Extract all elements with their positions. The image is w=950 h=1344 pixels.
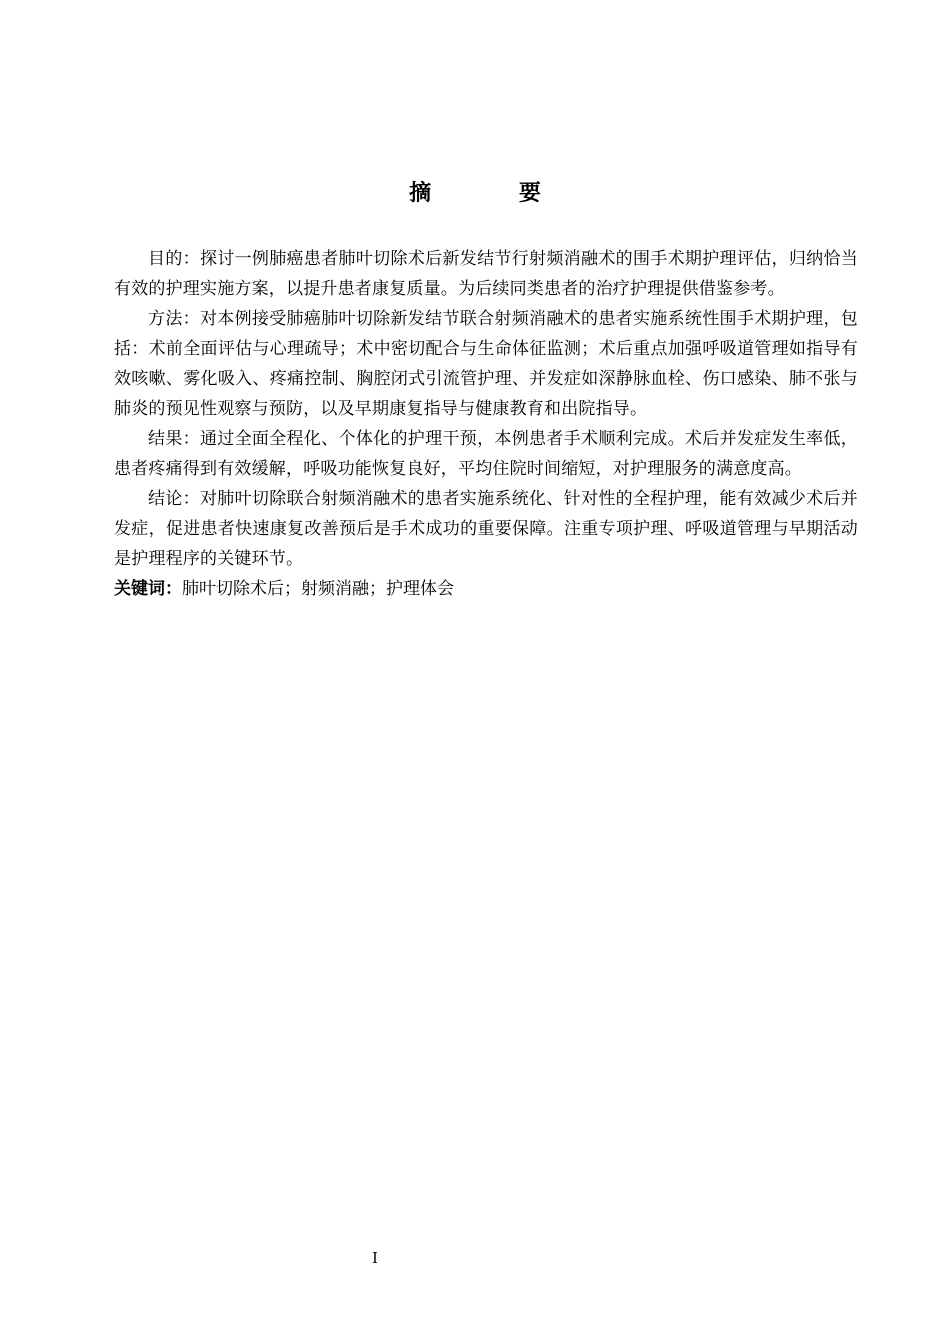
paragraph-conclusion: 结论：对肺叶切除联合射频消融术的患者实施系统化、针对性的全程护理，能有效减少术后并发症，促进患者快速康复改善预后是手术成功的重要保障。注重专项护理、呼吸道管理与早期活动是护理程序的关键环节。 (114, 489, 858, 569)
keywords-line (114, 574, 858, 604)
keywords-text: 肺叶切除术后；射频消融；护理体会 (182, 579, 454, 599)
abstract-body (114, 244, 858, 604)
paragraph-methods: 方法：对本例接受肺癌肺叶切除新发结节联合射频消融术的患者实施系统性围手术期护理，包括：术前全面评估与心理疏导；术中密切配合与生命体征监测；术后重点加强呼吸道管理如指导有效咳嗽、雾化吸入、疼痛控制、胸腔闭式引流管护理、并发症如深静脉血栓、伤口感染、肺不张与肺炎的预见性观察与预防，以及早期康复指导与健康教育和出院指导。 (114, 309, 858, 419)
paragraph-results: 结果：通过全面全程化、个体化的护理干预，本例患者手术顺利完成。术后并发症发生率低，患者疼痛得到有效缓解，呼吸功能恢复良好，平均住院时间缩短，对护理服务的满意度高。 (114, 429, 858, 479)
page-number: I (372, 1249, 378, 1267)
abstract-title: 摘 要 (409, 181, 581, 206)
keywords-label: 关键词： (114, 579, 182, 599)
paragraph-purpose: 目的：探讨一例肺癌患者肺叶切除术后新发结节行射频消融术的围手术期护理评估，归纳恰当有效的护理实施方案，以提升患者康复质量。为后续同类患者的治疗护理提供借鉴参考。 (114, 249, 858, 299)
